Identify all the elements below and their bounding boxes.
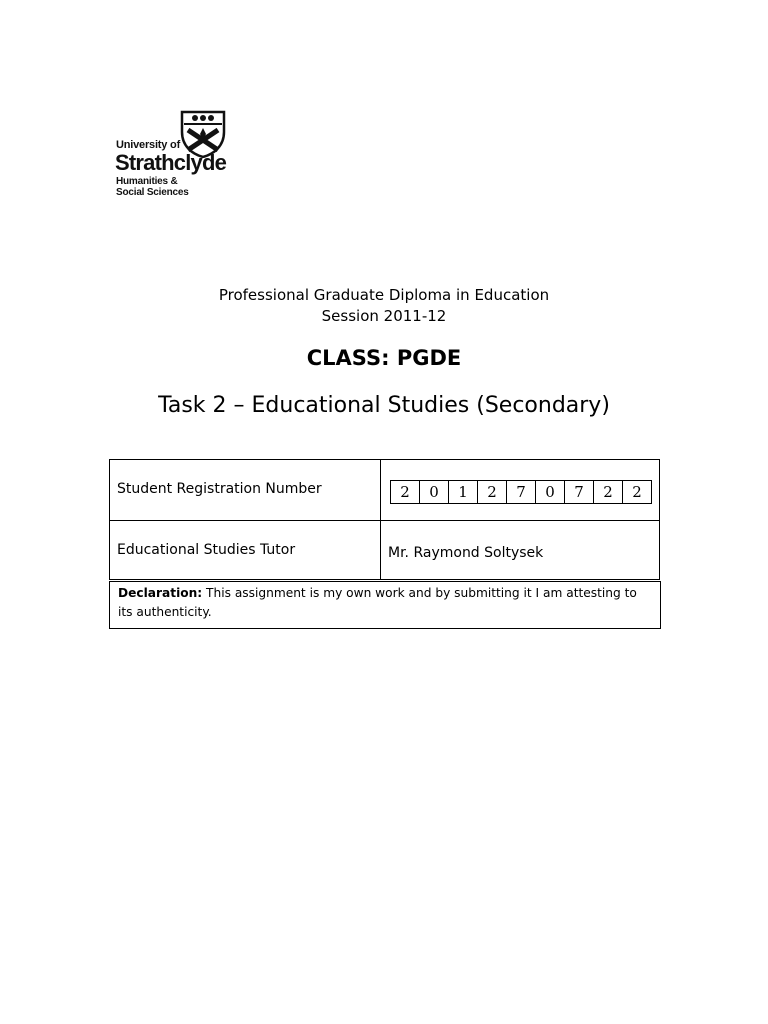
university-logo — [116, 110, 236, 202]
logo-faculty-line-2: Social Sciences — [116, 187, 189, 198]
registration-label: Student Registration Number — [110, 460, 381, 521]
student-details-table — [109, 459, 660, 580]
logo-university-name: Strathclyde — [115, 150, 227, 175]
registration-digit: 1 — [448, 480, 478, 504]
registration-digit: 2 — [622, 480, 652, 504]
session-text: Session 2011-12 — [321, 307, 447, 325]
registration-digit: 0 — [419, 480, 449, 504]
registration-digit: 2 — [593, 480, 623, 504]
registration-digit: 2 — [390, 480, 420, 504]
logo-faculty-line-1: Humanities & — [116, 176, 178, 187]
registration-digit: 7 — [506, 480, 536, 504]
registration-digit: 7 — [564, 480, 594, 504]
registration-value-cell — [381, 460, 660, 521]
task-title: Task 2 – Educational Studies (Secondary) — [158, 393, 610, 418]
registration-digit: 2 — [477, 480, 507, 504]
logo-university-of: University of — [116, 139, 181, 151]
tutor-row — [110, 521, 660, 580]
declaration-text: This assignment is my own work and by submitting it I am attesting to its authenticity. — [118, 586, 637, 619]
tutor-label: Educational Studies Tutor — [110, 521, 381, 580]
registration-digits — [390, 480, 652, 504]
tutor-value-cell — [381, 521, 660, 580]
registration-row — [110, 460, 660, 521]
declaration-box — [109, 581, 661, 629]
programme-title: Professional Graduate Diploma in Education — [218, 286, 550, 304]
class-title: CLASS: PGDE — [306, 346, 462, 370]
registration-digit: 0 — [535, 480, 565, 504]
tutor-value: Mr. Raymond Soltysek — [388, 545, 544, 561]
declaration-label: Declaration: — [118, 586, 203, 600]
